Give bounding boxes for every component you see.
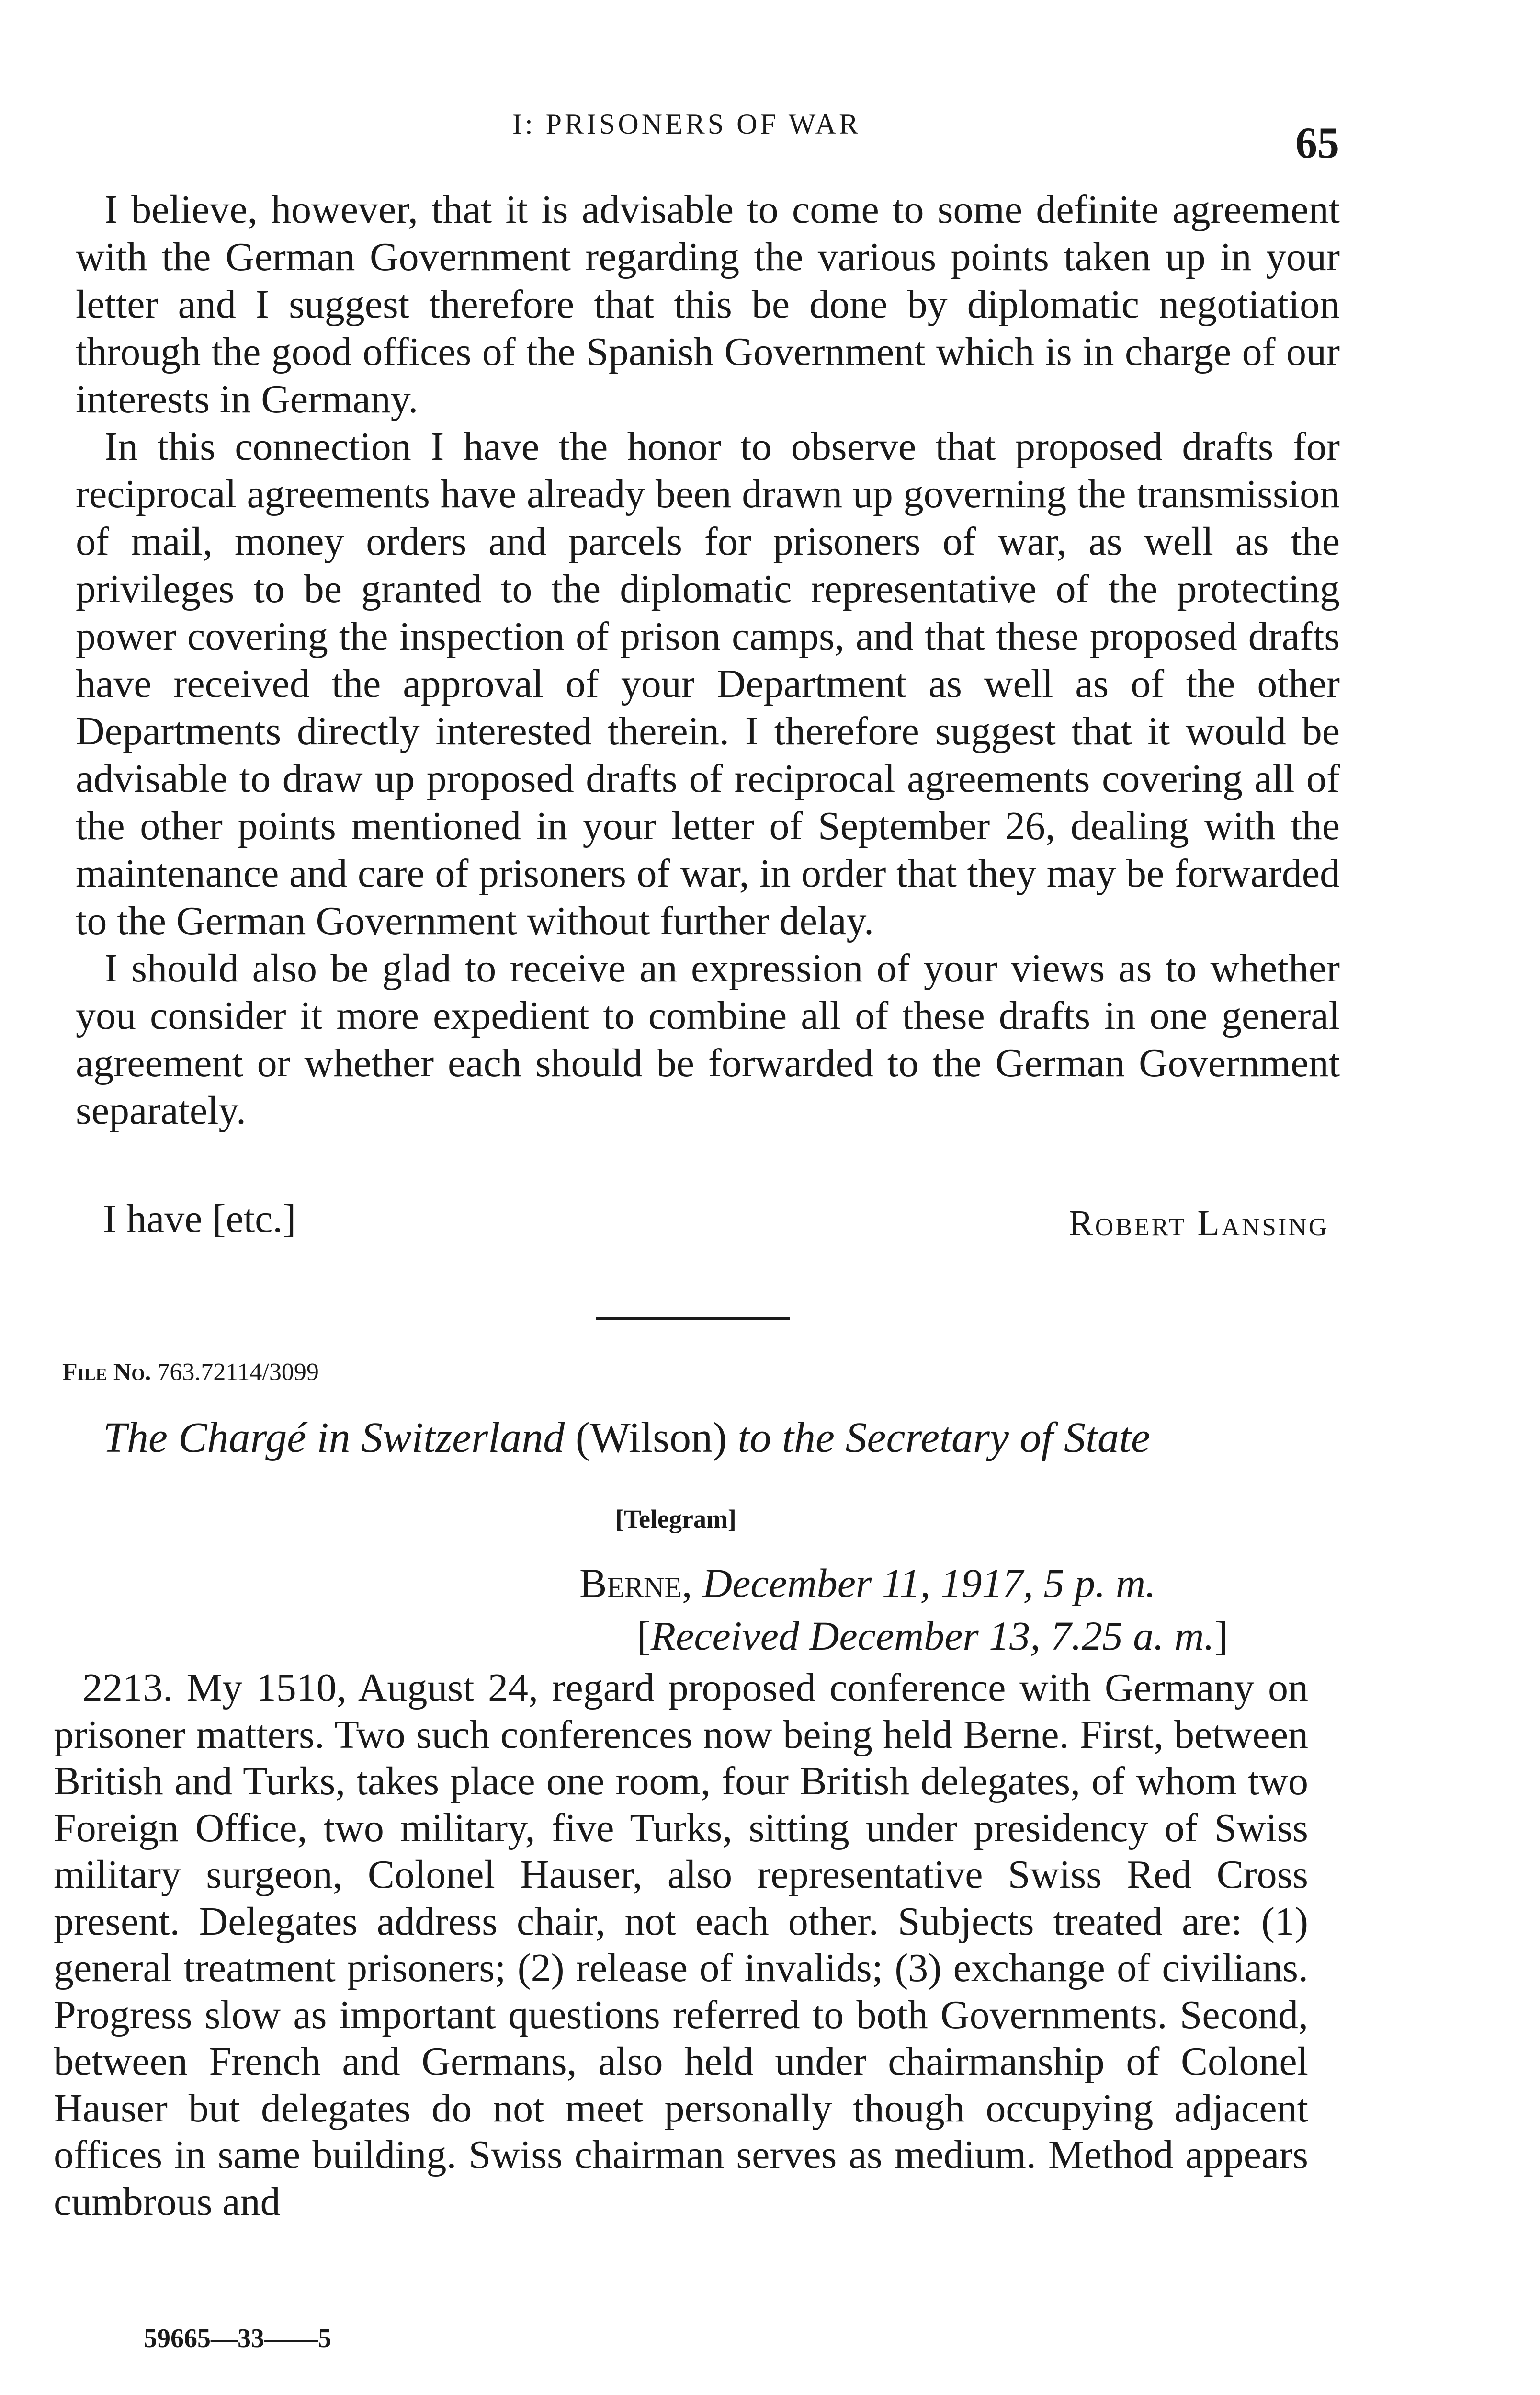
document-type: [Telegram] — [615, 1505, 736, 1533]
printer-signature-mark: 59665—33——5 — [144, 2324, 331, 2353]
page-number: 65 — [1295, 118, 1339, 167]
file-number: 763.72114/3099 — [157, 1358, 319, 1386]
received-close-bracket: ] — [1214, 1613, 1228, 1659]
file-number-line — [62, 1358, 319, 1386]
letter-closing: I have [etc.] — [103, 1197, 296, 1241]
letter-paragraph-1: I believe, however, that it is advisable to come to some definite agreement with the German Government regarding the various points taken up in your letter and I suggest therefore that this be done by diplomatic negotiation through the good offices of the Spanish Government which is in charge of our interests in Germany. — [76, 187, 1340, 422]
received-date: Received December 13, 7.25 a. m. — [650, 1613, 1214, 1659]
letter-paragraph-3: I should also be glad to receive an expression of your views as to whether you consider it more expedient to combine all of these drafts in one general agreement or whether each should be forwarded to the German Government separately. — [76, 946, 1340, 1133]
title-part-1: The Chargé in Switzerland — [103, 1414, 576, 1461]
document-title — [103, 1413, 1150, 1462]
file-label: File No. — [62, 1358, 151, 1386]
dateline-date: December 11, 1917, 5 p. m. — [702, 1560, 1156, 1606]
received-open-bracket: [ — [637, 1613, 651, 1659]
received-line — [637, 1612, 1228, 1660]
dateline-place: Berne, — [579, 1560, 692, 1606]
letter-signature: Robert Lansing — [1069, 1203, 1329, 1243]
telegram-body — [54, 1665, 1308, 2225]
running-head: I: PRISONERS OF WAR — [512, 108, 861, 140]
telegram-paragraph-1: 2213. My 1510, August 24, regard proposed conference with Germany on prisoner matters. Two such conferences now being held Berne. First, between British and Turks, takes place one room, four British delegates, of whom two Foreign Office, two military, five Turks, sitting under presidency of Swiss military surgeon, Colonel Hauser, also representative Swiss Red Cross present. Delegates address chair, not each other. Subjects treated are: (1) general treatment prisoners; (2) release of invalids; (3) exchange of civilians. Progress slow as important questions referred to both Governments. Second, between French and Germans, also held under chairmanship of Colonel Hauser but delegates do not meet personally though occupying adjacent offices in same building. Swiss chairman serves as medium. Method appears cumbrous and — [54, 1665, 1308, 2224]
letter-closing-line — [103, 1195, 1329, 1243]
dateline — [579, 1559, 1156, 1607]
letter-body — [76, 186, 1340, 1134]
section-divider — [596, 1317, 790, 1320]
letter-paragraph-2: In this connection I have the honor to observe that proposed drafts for reciprocal agreements have already been drawn up governing the transmission of mail, money orders and parcels for prisoners of war, as well as the privileges to be granted to the diplomatic representative of the protecting power covering the inspection of prison camps, and that these proposed drafts have received the approval of your Department as well as of the other Departments directly interested therein. I therefore suggest that it would be advisable to draw up proposed drafts of reciprocal agreements covering all of the other points mentioned in your letter of September 26, dealing with the maintenance and care of prisoners of war, in order that they may be forwarded to the German Government without further delay. — [76, 424, 1340, 943]
title-part-2: to the Secretary of State — [727, 1414, 1150, 1461]
title-paren-name: (Wilson) — [575, 1414, 727, 1461]
